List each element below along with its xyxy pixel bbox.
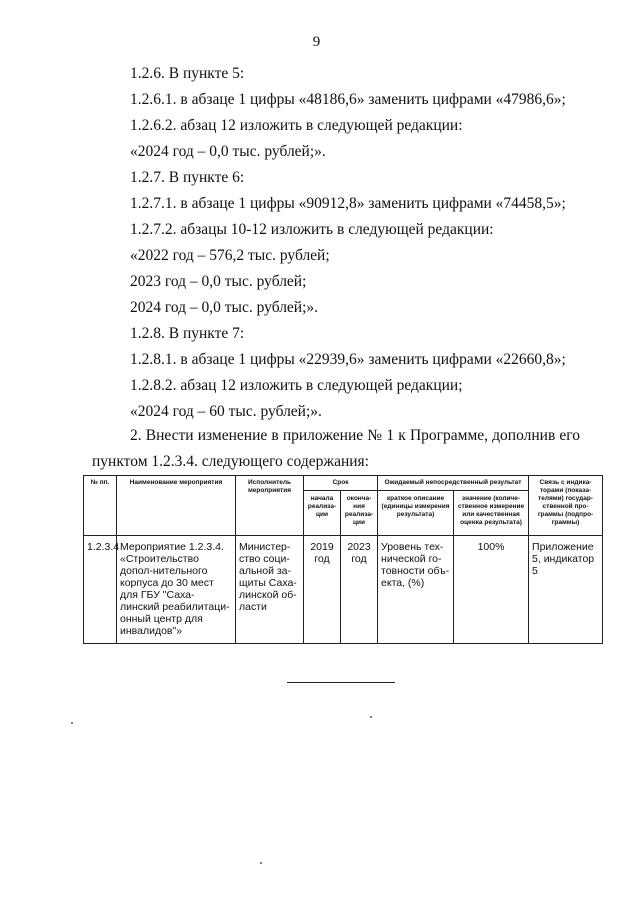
cell-executor: Министер-ство соци-альной за-щиты Саха-линской об-ласти [236, 536, 304, 644]
cell-name: Мероприятие 1.2.3.4. «Строительство допол-нительного корпуса до 30 мест для ГБУ "Саха-линский реабилитаци-онный центр для инвалидов"» [117, 536, 236, 644]
cell-end: 2023 год [341, 536, 378, 644]
cell-link: Приложение 5, индикатор 5 [529, 536, 603, 644]
header-term-end: оконча-ния реализа-ции [341, 491, 378, 536]
line-8: «2022 год – 576,2 тыс. рублей; [130, 247, 330, 264]
paragraph-2 [92, 423, 580, 475]
line-10: 2024 год – 0,0 тыс. рублей;». [130, 299, 319, 316]
line-2: 1.2.6.1. в абзаце 1 цифры «48186,6» заменить цифрами «47986,6»; [130, 91, 566, 108]
paragraph-2-line-1: 2. Внести изменение в приложение № 1 к Программе, дополнив его [130, 427, 580, 444]
line-14: «2024 год – 60 тыс. рублей;». [130, 403, 322, 420]
header-link: Связь с индика-торами (показа-телями) государ-ственной про-граммы (подпро-граммы) [529, 476, 603, 536]
line-6: 1.2.7.1. в абзаце 1 цифры «90912,8» заменить цифрами «74458,5»; [130, 195, 566, 212]
cell-result-short: Уровень тех-нической го-товности объ-екта, (%) [378, 536, 454, 644]
separator-line [287, 682, 395, 683]
header-result-short: краткое описание (единицы измерения результата) [378, 491, 454, 536]
line-11: 1.2.8. В пункте 7: [130, 325, 245, 342]
line-1: 1.2.6. В пункте 5: [130, 65, 245, 82]
line-3: 1.2.6.2. абзац 12 изложить в следующей редакции: [130, 117, 463, 134]
line-5: 1.2.7. В пункте 6: [130, 169, 245, 186]
header-num: № пп. [84, 476, 117, 536]
page-number: 9 [312, 34, 321, 50]
table-row [84, 536, 603, 644]
header-result: Ожидаемый непосредственный результат [378, 476, 529, 491]
line-9: 2023 год – 0,0 тыс. рублей; [130, 273, 307, 290]
measures-table [83, 475, 603, 644]
header-name: Наименование мероприятия [117, 476, 236, 536]
line-4: «2024 год – 0,0 тыс. рублей;». [130, 143, 326, 160]
line-7: 1.2.7.2. абзацы 10-12 изложить в следующей редакции: [130, 221, 494, 238]
scan-dot [260, 862, 262, 864]
line-12: 1.2.8.1. в абзаце 1 цифры «22939,6» заменить цифрами «22660,8»; [130, 351, 566, 368]
scan-dot [370, 716, 372, 718]
header-term-start: начала реализа-ции [304, 491, 341, 536]
paragraph-2-line-2: пунктом 1.2.3.4. следующего содержания: [92, 453, 369, 470]
cell-result-value: 100% [454, 536, 529, 644]
header-term: Срок [304, 476, 378, 491]
cell-num: 1.2.3.4 [84, 536, 117, 644]
scan-dot [71, 722, 73, 724]
header-executor: Исполнитель мероприятия [236, 476, 304, 536]
header-result-value: значение (количе-ственное измерение или качественная оценка результата) [454, 491, 529, 536]
line-13: 1.2.8.2. абзац 12 изложить в следующей редакции; [130, 377, 463, 394]
cell-start: 2019 год [304, 536, 341, 644]
